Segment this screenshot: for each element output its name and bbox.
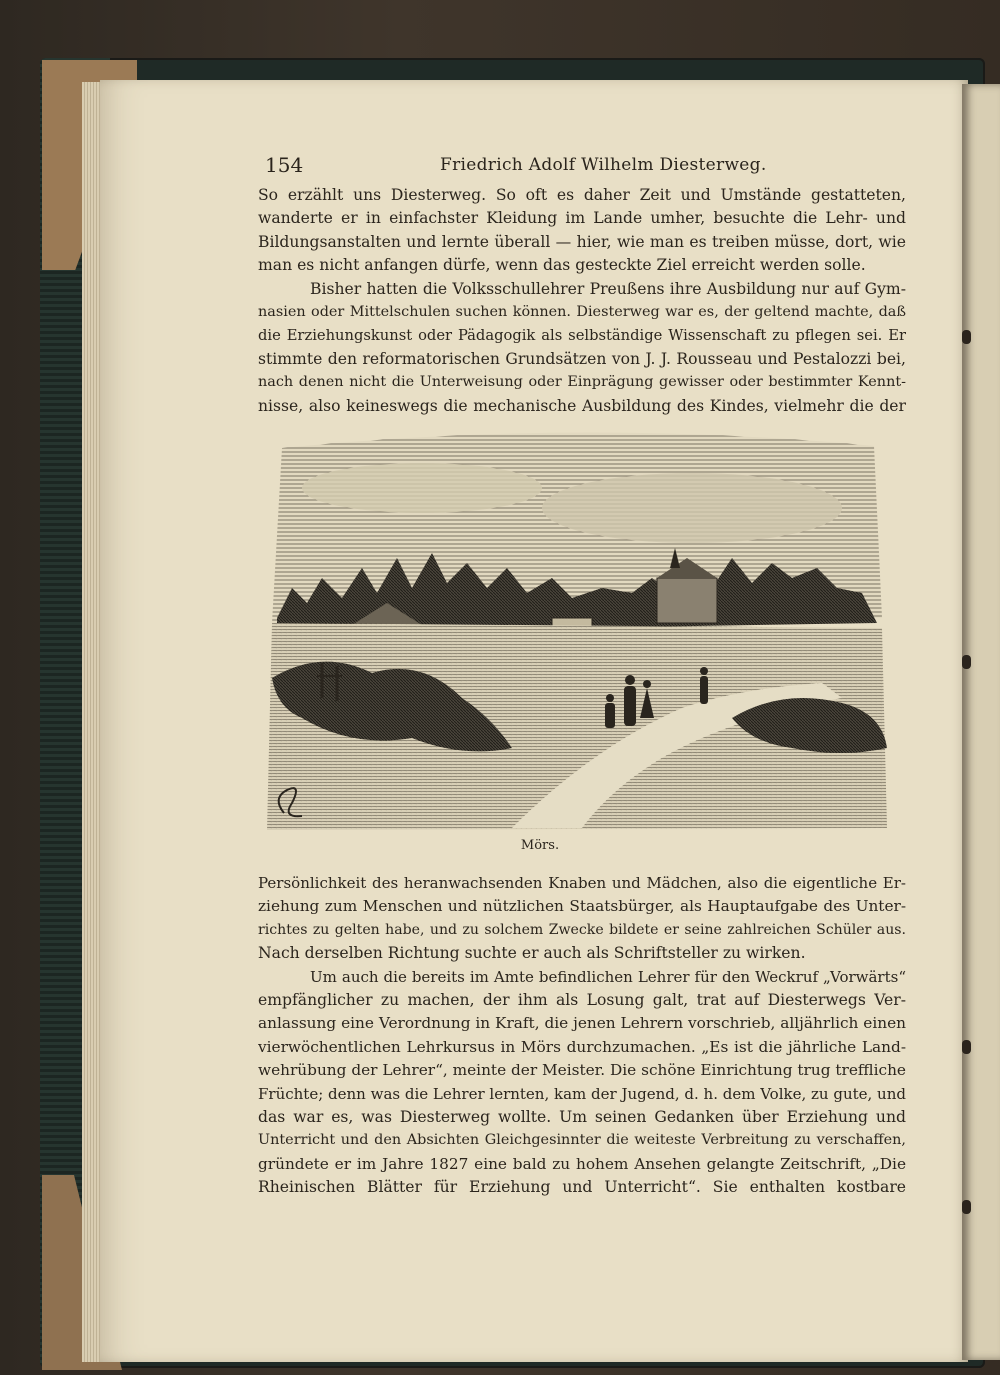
cloud — [542, 473, 842, 543]
bottom-paragraph — [258, 872, 906, 1199]
text-line: Persönlichkeit des heranwachsenden Knaben und Mädchen, also die eigentliche Er- — [258, 874, 906, 892]
text-line: Bildungsanstalten und lernte überall — hier, wie man es treiben müsse, dort, wie — [258, 232, 906, 251]
text-line: man es nicht anfangen dürfe, wenn das gesteckte Ziel erreicht werden solle. — [258, 256, 866, 275]
text-line: anlassung eine Verordnung in Kraft, die jenen Lehrern vorschrieb, alljährlich einen — [258, 1014, 906, 1033]
binding-hole — [962, 1040, 971, 1054]
engraving-illustration — [262, 418, 894, 834]
church — [657, 578, 717, 623]
text-line: vierwöchentlichen Lehrkursus in Mörs durchzumachen. „Es ist die jährliche Land- — [258, 1037, 906, 1056]
text-line: stimmte den reformatorischen Grundsätzen von J. J. Rousseau und Pestalozzi bei, — [258, 349, 906, 368]
text-line: wanderte er in einfachster Kleidung im Lande umher, besuchte die Lehr- und — [258, 209, 906, 228]
text-line: empfänglicher zu machen, der ihm als Losung galt, trat auf Diesterwegs Ver- — [258, 990, 906, 1009]
text-line: nasien oder Mittelschulen suchen können. Diesterweg war es, der geltend machte, daß — [258, 303, 906, 320]
text-line: gründete er im Jahre 1827 eine bald zu hohem Ansehen gelangte Zeitschrift, „Die — [258, 1154, 906, 1173]
text-line: das war es, was Diesterweg wollte. Um seinen Gedanken über Erziehung und — [258, 1107, 906, 1126]
text-line: richtes zu gelten habe, und zu solchem Zwecke bildete er seine zahlreichen Schüler aus. — [258, 921, 906, 938]
page-edges — [82, 82, 102, 1362]
page-number: 154 — [265, 153, 304, 177]
running-title: Friedrich Adolf Wilhelm Diesterweg. — [440, 155, 767, 175]
text-line: Früchte; denn was die Lehrer lernten, kam der Jugend, d. h. dem Volke, zu gute, und — [258, 1084, 906, 1103]
text-line: wehrübung der Lehrer“, meinte der Meister. Die schöne Einrichtung trug treffliche — [258, 1061, 906, 1080]
page-header — [265, 153, 905, 181]
text-line: nach denen nicht die Unterweisung oder Einprägung gewisser oder bestimmter Kennt- — [258, 374, 906, 391]
text-line: So erzählt uns Diesterweg. So oft es daher Zeit und Umstände gestatteten, — [258, 186, 906, 204]
top-paragraph — [258, 184, 906, 418]
text-line: nisse, also keineswegs die mechanische Ausbildung des Kindes, vielmehr die der — [258, 396, 906, 415]
text-line: Unterricht und den Absichten Gleichgesinnter die weiteste Verbreitung zu verschaffen, — [258, 1132, 906, 1149]
cloud — [302, 463, 542, 513]
text-line: Rheinischen Blätter für Erziehung und Unterricht“. Sie enthalten kostbare — [258, 1178, 906, 1197]
illustration-caption: Mörs. — [520, 838, 560, 853]
text-line: Nach derselben Richtung suchte er auch als Schriftsteller zu wirken. — [258, 944, 806, 963]
binding-hole — [962, 655, 971, 669]
text-line: Um auch die bereits im Amte befindlichen Lehrer für den Weckruf „Vorwärts“ — [310, 967, 906, 986]
text-line: ziehung zum Menschen und nützlichen Staatsbürger, als Hauptaufgabe des Unter- — [258, 897, 906, 916]
binding-hole — [962, 1200, 971, 1214]
text-line: die Erziehungskunst oder Pädagogik als selbständige Wissenschaft zu pflegen sei. Er — [258, 327, 906, 345]
binding-hole — [962, 330, 971, 344]
next-page-edge — [962, 84, 1000, 1360]
text-line: Bisher hatten die Volksschullehrer Preußens ihre Ausbildung nur auf Gym- — [310, 279, 906, 298]
